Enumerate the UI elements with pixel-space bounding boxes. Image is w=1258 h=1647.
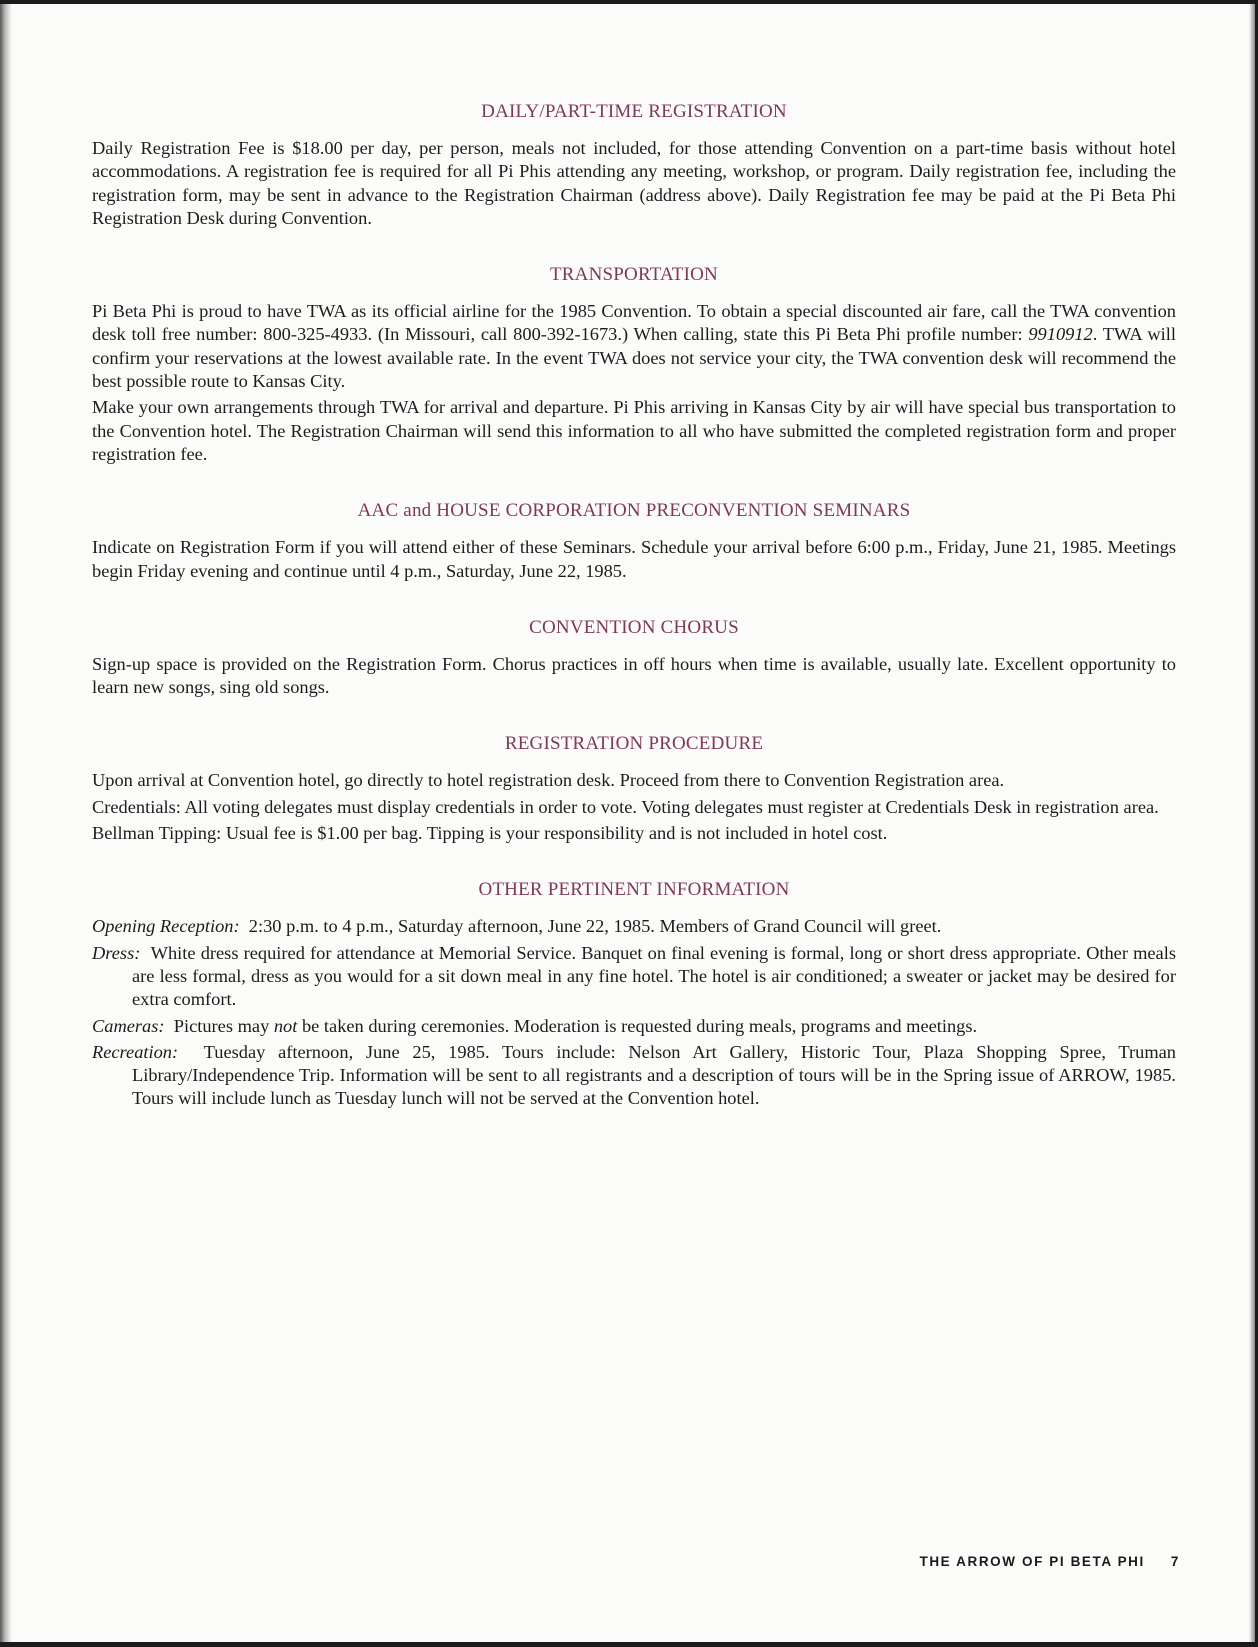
section-daily-registration (92, 100, 1176, 230)
page-content (92, 100, 1176, 1144)
section-convention-chorus (92, 616, 1176, 700)
section-transportation (92, 263, 1176, 466)
paragraph-text: Pi Beta Phi is proud to have TWA as its official airline for the 1985 Convention. To obtain a special discounted air fare, call the TWA convention desk toll free number: 800-325-4933. (In Missouri, call 800-392-1673.) When calling, state this Pi Beta Phi profile number: (92, 301, 1176, 345)
info-term: Cameras: (92, 1015, 165, 1036)
paragraph: Make your own arrangements through TWA for arrival and departure. Pi Phis arriving in Kansas City by air will have special bus transportation to the Convention hotel. The Registration Chairman will send this information to all who have submitted the completed registration form and proper registration fee. (92, 397, 1176, 464)
page-footer (860, 1554, 1180, 1569)
page-right-edge (1249, 4, 1255, 1642)
section-heading: AAC and HOUSE CORPORATION PRECONVENTION SEMINARS (357, 500, 911, 522)
paragraph (92, 300, 1176, 393)
profile-number: 9910912 (1028, 324, 1093, 345)
info-term: Opening Reception: (92, 916, 240, 937)
info-text: White dress required for attendance at Memorial Service. Banquet on final evening is formal, long or short dress appropriate. Other meals are less formal, dress as you would for a sit down meal in any fine hotel. The hotel is air conditioned; a sweater or jacket may be desired for extra comfort. (132, 942, 1176, 1010)
paragraph: Indicate on Registration Form if you will attend either of these Seminars. Schedule your arrival before 6:00 p.m., Friday, June 21, 1985. Meetings begin Friday evening and continue until 4 p.m., Saturday, June 22, 1985. (92, 537, 1176, 581)
info-term: Recreation: (92, 1041, 179, 1062)
info-text: be taken during ceremonies. Moderation is requested during meals, programs and meetings. (297, 1015, 978, 1036)
section-other-information (92, 878, 1176, 1110)
info-item-cameras (92, 1015, 1176, 1038)
section-heading: DAILY/PART-TIME REGISTRATION (481, 101, 787, 122)
info-text: Pictures may (173, 1015, 274, 1036)
section-registration-procedure (92, 732, 1176, 845)
paragraph: Sign-up space is provided on the Registration Form. Chorus practices in off hours when time is available, usually late. Excellent opportunity to learn new songs, sing old songs. (92, 653, 1176, 698)
paragraph-text: . TWA will confirm your reservations at the lowest available rate. In the event TWA does not service your city, the TWA convention desk will recommend the best possible route to Kansas City. (92, 324, 1177, 392)
section-heading: OTHER PERTINENT INFORMATION (478, 879, 790, 901)
section-heading: REGISTRATION PROCEDURE (504, 733, 764, 755)
page-number: 7 (1170, 1554, 1180, 1569)
info-item-opening-reception (92, 915, 1176, 938)
section-preconvention-seminars (92, 499, 1176, 583)
paragraph: Bellman Tipping: Usual fee is $1.00 per bag. Tipping is your responsibility and is not included in hotel cost. (92, 823, 888, 844)
publication-title: THE ARROW OF PI BETA PHI (919, 1554, 1145, 1569)
info-item-dress (92, 942, 1176, 1012)
section-heading: CONVENTION CHORUS (529, 616, 739, 638)
info-item-recreation (92, 1041, 1176, 1111)
page (0, 4, 1255, 1642)
info-term: Dress: (92, 942, 141, 963)
paragraph: Upon arrival at Convention hotel, go directly to hotel registration desk. Proceed from there to Convention Registration area. (92, 770, 1005, 791)
section-heading: TRANSPORTATION (550, 264, 718, 286)
info-text: Tuesday afternoon, June 25, 1985. Tours include: Nelson Art Gallery, Historic Tour, Plaza Shopping Spree, Truman Library/Independence Trip. Information will be sent to all registrants and a description of tours will be in the Spring issue of ARROW, 1985. Tours will include lunch as Tuesday lunch will not be served at the Convention hotel. (132, 1041, 1176, 1109)
paragraph: Daily Registration Fee is $18.00 per day, per person, meals not included, for those attending Convention on a part-time basis without hotel accommodations. A registration fee is required for all Pi Phis attending any meeting, workshop, or program. Daily registration fee, including the registration form, may be sent in advance to the Registration Chairman (address above). Daily Registration fee may be paid at the Pi Beta Phi Registration Desk during Convention. (92, 138, 1176, 228)
paragraph: Credentials: All voting delegates must display credentials in order to vote. Voting delegates must register at Credentials Desk in registration area. (92, 796, 1159, 817)
info-emphasis: not (273, 1015, 298, 1036)
info-text: 2:30 p.m. to 4 p.m., Saturday afternoon, June 22, 1985. Members of Grand Council will greet. (248, 916, 942, 937)
page-left-shadow (0, 4, 12, 1642)
